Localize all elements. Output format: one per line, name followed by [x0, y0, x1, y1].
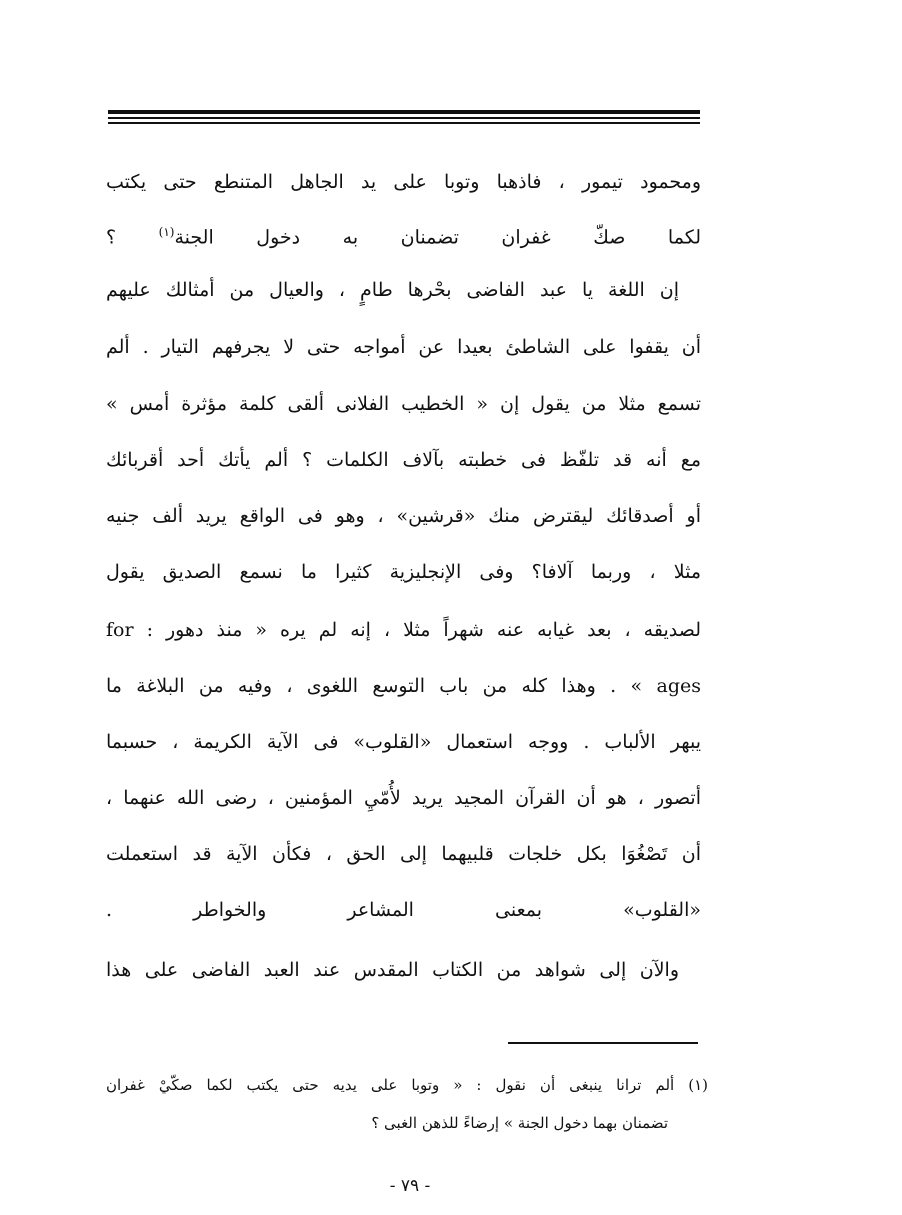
footnote-ref: (١) [158, 225, 175, 239]
text-line: مع أنه قد تلفّظ فى خطبته بآلاف الكلمات ؟ ألم يأتك أحد أقربائك [106, 449, 701, 471]
text-line: أن تَصْغُوَا بكل خلجات قلبيهما إلى الحق ، فكأن الآية قد استعملت [106, 843, 701, 865]
footnote-line: تضمنان بهما دخول الجنة » إرضاءً للذهن الغبى ؟ [371, 1114, 668, 1132]
header-rule-thin-lower [108, 122, 700, 124]
text-line: يبهر الألباب . ووجه استعمال «القلوب» فى الآية الكريمة ، حسبما [106, 731, 701, 753]
text-line: مثلا ، وربما آلافا؟ وفى الإنجليزية كثيرا ما نسمع الصديق يقول [106, 561, 701, 583]
text-line: تسمع مثلا من يقول إن « الخطيب الفلانى ألقى كلمة مؤثرة أمس » [106, 393, 701, 415]
text-line: أو أصدقائك ليقترض منك «قرشين» ، وهو فى الواقع يريد ألف جنيه [106, 505, 701, 527]
footnote-line: (١) ألم ترانا ينبغى أن نقول : « وتوبا على يديه حتى يكتب لكما صكّيْ غفران [106, 1076, 708, 1094]
text-line [106, 210, 701, 254]
text-line: لصديقه ، بعد غيابه عنه شهراً مثلا ، إنه لم يره « منذ دهور : for [106, 619, 701, 641]
text-line: ages » . وهذا كله من باب التوسع اللغوى ، وفيه من البلاغة ما [106, 675, 701, 697]
text-line: والآن إلى شواهد من الكتاب المقدس عند العبد الفاضى على هذا [106, 959, 679, 981]
page-number: - ٧٩ - [389, 1176, 431, 1196]
text-span: ؟ [106, 226, 117, 249]
text-line: أتصور ، هو أن القرآن المجيد يريد لأُمّيِ المؤمنين ، رضى الله عنهما ، [106, 787, 701, 809]
footnote-separator [508, 1042, 698, 1044]
text-line: «القلوب» بمعنى المشاعر والخواطر . [106, 899, 701, 921]
text-line: ومحمود تيمور ، فاذهبا وتوبا على يد الجاهل المتنطع حتى يكتب [106, 171, 701, 193]
header-rule-thick [108, 110, 700, 114]
header-rule-thin [108, 117, 700, 119]
text-span: لكما صكّ غفران تضمنان به دخول الجنة [174, 226, 701, 249]
text-line: أن يقفوا على الشاطئ بعيدا عن أمواجه حتى لا يجرفهم التيار . ألم [106, 336, 701, 358]
text-line: إن اللغة يا عبد الفاضى بحْرها طامٍ ، والعيال من أمثالك عليهم [106, 279, 679, 301]
